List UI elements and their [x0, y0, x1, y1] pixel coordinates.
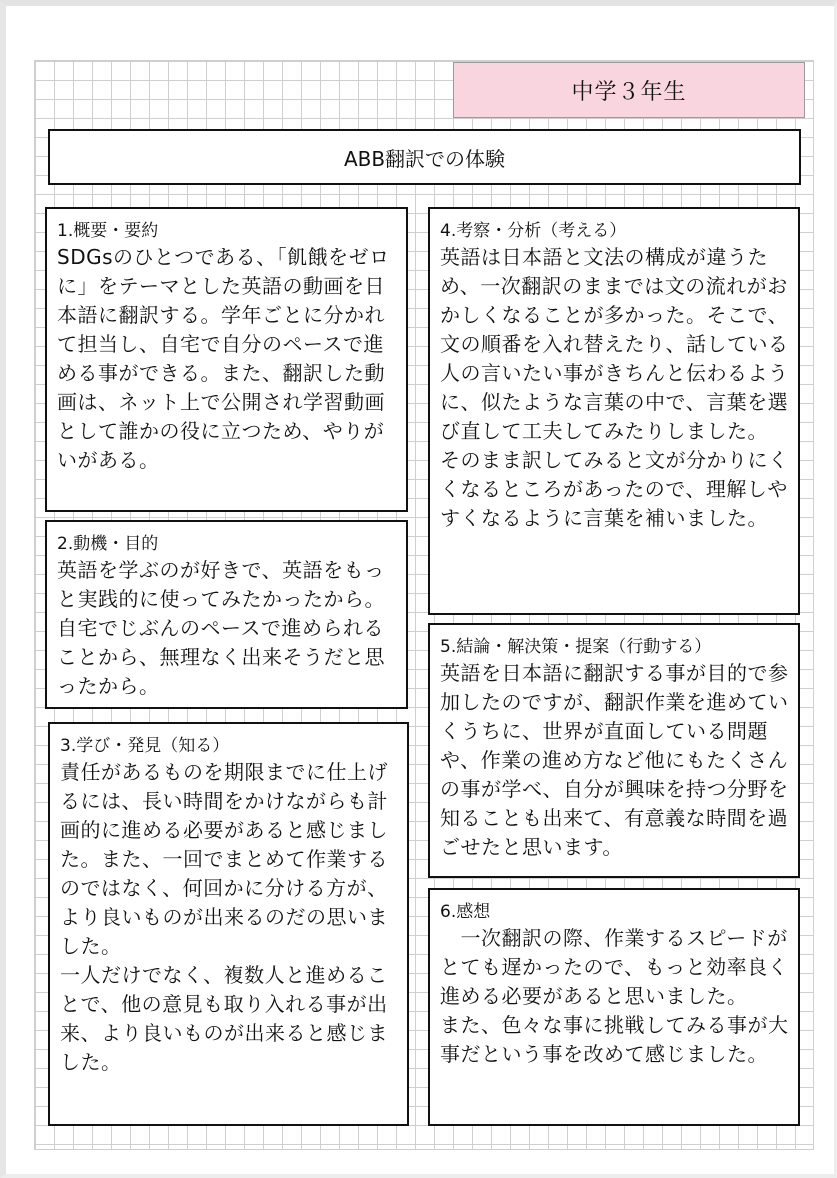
section-learning [48, 722, 409, 1126]
section-impressions [428, 888, 800, 1126]
section-conclusion [428, 623, 800, 878]
section-paragraph: SDGsのひとつである、「飢餓をゼロに」をテーマとした英語の動画を日本語に翻訳する。学年ごとに分かれて担当し、自宅で自分のペースで進める事ができる。また、翻訳した動画は、ネット上で公開され学習動画として誰かの役に立つため、やりがいがある。 [57, 245, 390, 472]
section-paragraph: 英語を学ぶのが好きで、英語をもっと実践的に使ってみたかったから。自宅でじぶんのペースで進められることから、無理なく出来そうだと思ったから。 [57, 558, 385, 698]
section-body [57, 243, 400, 475]
section-body [440, 659, 792, 862]
section-paragraph: 一次翻訳の際、作業するスピードがとても遅かったので、もっと効率良く進める必要があると思いました。 [440, 926, 789, 1008]
section-body [60, 758, 401, 1077]
section-body [440, 924, 792, 1069]
section-paragraph: 責任があるものを期限までに仕上げるには、長い時間をかけながらも計画的に進める必要があると感じました。また、一回でまとめて作業するのではなく、何回かに分ける方が、より良いものが出来るのだの思いました。 [60, 760, 388, 958]
section-motivation [45, 520, 408, 709]
section-body [440, 243, 792, 533]
document-title: ABB翻訳での体験 [48, 129, 801, 185]
section-paragraph: 英語は日本語と文法の構成が違うため、一次翻訳のままでは文の流れがおかしくなることが多かった。そこで、文の順番を入れ替えたり、話している人の言いたい事がきちんと伝わるように、似たような言葉の中で、言葉を選び直して工夫してみたりしました。 [440, 245, 789, 443]
section-overview [45, 207, 408, 512]
section-paragraph: そのまま訳してみると文が分かりにくくなるところがあったので、理解しやすくなるように言葉を補いました。 [440, 448, 789, 530]
section-paragraph: 一人だけでなく、複数人と進めることで、他の意見も取り入れる事が出来、より良いものが出来ると感じました。 [60, 963, 388, 1074]
section-heading: 2.動機・目的 [57, 534, 159, 554]
section-paragraph: 英語を日本語に翻訳する事が目的で参加したのですが、翻訳作業を進めていくうちに、世界が直面している問題や、作業の進め方など他にもたくさんの事が学べ、自分が興味を持つ分野を知ることも出来て、有意義な時間を過ごせたと思います。 [440, 661, 789, 859]
section-body [57, 556, 400, 701]
section-heading: 4.考察・分析（考える） [440, 221, 627, 241]
section-heading: 3.学び・発見（知る） [60, 736, 230, 756]
section-heading: 5.結論・解決策・提案（行動する） [440, 637, 712, 657]
grade-label: 中学３年生 [453, 62, 805, 118]
section-analysis [428, 207, 800, 615]
section-heading: 6.感想 [440, 902, 491, 922]
section-paragraph: また、色々な事に挑戦してみる事が大事だという事を改めて感じました。 [440, 1013, 789, 1066]
section-heading: 1.概要・要約 [57, 221, 159, 241]
